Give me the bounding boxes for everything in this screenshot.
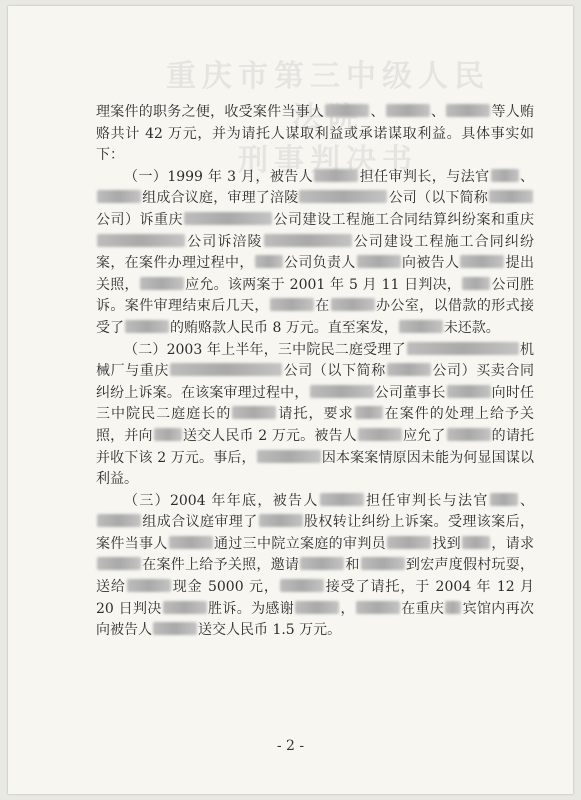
- redaction: [125, 320, 169, 333]
- paragraph-fact-1: （一）1999 年 3 月，被告人 担任审判长，与法官 、组成合议庭，审理了涪陵 公司（以下简称公司）诉重庆 公司建设工程施工合同结算纠纷案和重庆公司诉涪陵 公司建设工程施工合同纠纷案，在案件办理过程中， 公司负责人 向被告人 提出关照， 应允。该两案于 2001 年 5 月 11 日判决， 公司胜诉。案件审理结束后几天， 在 办公室，以借款的形式接受了 的贿赂款人民币 8 万元。直至案发， 未还款。: [96, 168, 535, 336]
- redaction: [491, 169, 519, 182]
- redaction: [490, 493, 518, 506]
- redaction: [184, 212, 272, 225]
- redaction: [127, 579, 171, 592]
- redaction: [163, 601, 207, 614]
- redaction: [295, 601, 339, 614]
- redaction: [153, 622, 197, 635]
- redaction: [154, 428, 182, 441]
- redaction: [447, 385, 491, 398]
- redaction: [257, 450, 321, 463]
- redaction: [357, 255, 401, 268]
- redaction: [140, 277, 184, 290]
- page-number: - 2 -: [276, 738, 305, 754]
- redaction: [97, 190, 141, 203]
- redaction: [300, 557, 344, 570]
- redaction: [270, 298, 314, 311]
- redaction: [399, 320, 443, 333]
- redaction: [462, 277, 490, 290]
- redaction: [460, 255, 504, 268]
- document-page: [8, 6, 573, 794]
- paragraph-fact-3: （三）2004 年年底，被告人 担任审判长与法官 、组成合议庭审理了 股权转让纠纷上诉案。受理该案后，案件当事人 通过三中院立案庭的审判员 找到 ，请求在案件上给予关照，邀请 和 到宏声度假村玩耍，送给 现金 5000 元， 接受了请托，于 2004 年 12 月 20 日判决 胜诉。为感谢 ， 在重庆 宾馆内再次向被告人 送交人民币 1.5 万元。: [96, 492, 535, 639]
- redaction: [325, 104, 369, 117]
- bleed-doc-title: 刑事判决书: [238, 143, 418, 178]
- redaction: [280, 579, 324, 592]
- redaction: [310, 385, 374, 398]
- redaction: [314, 169, 358, 182]
- redaction: [97, 234, 185, 247]
- redaction: [386, 104, 430, 117]
- redaction: [97, 514, 141, 527]
- redaction: [169, 536, 213, 549]
- body-text: [96, 102, 534, 642]
- redaction: [358, 428, 402, 441]
- redaction: [361, 557, 405, 570]
- redaction: [259, 514, 303, 527]
- redaction: [255, 255, 283, 268]
- paragraph-fact-2: （二）2003 年上半年，三中院民二庭受理了 机械厂与重庆 公司（以下简称 公司）买卖合同纠纷上诉案。在该案审理过程中， 公司董事长 向时任三中院民二庭庭长的 请托，要求 在案件的处理上给予关照，并向 送交人民币 2 万元。被告人 应允了 的请托并收下该 2 万元。事后， 因本案案情原因未能为何显国谋以利益。: [96, 341, 535, 488]
- redaction: [462, 536, 490, 549]
- redaction: [299, 190, 387, 203]
- redaction: [387, 536, 431, 549]
- redaction: [170, 363, 282, 376]
- redaction: [407, 342, 519, 355]
- bleed-court-name: 重庆市第三中级人民法院: [166, 59, 490, 136]
- redaction: [447, 428, 491, 441]
- redaction: [356, 601, 400, 614]
- redaction: [264, 234, 352, 247]
- redaction: [97, 557, 141, 570]
- redaction: [331, 298, 375, 311]
- redaction: [355, 406, 383, 419]
- redaction: [445, 601, 461, 614]
- redaction: [446, 104, 490, 117]
- redaction: [387, 363, 431, 376]
- paragraph-intro: 理案件的职务之便，收受案件当事人 、 、 等人贿赂共计 42 万元，并为请托人谋取利益或承诺谋取利益。具体事实如下：: [96, 104, 535, 164]
- redaction: [489, 190, 533, 203]
- redaction: [232, 406, 276, 419]
- redaction: [320, 493, 364, 506]
